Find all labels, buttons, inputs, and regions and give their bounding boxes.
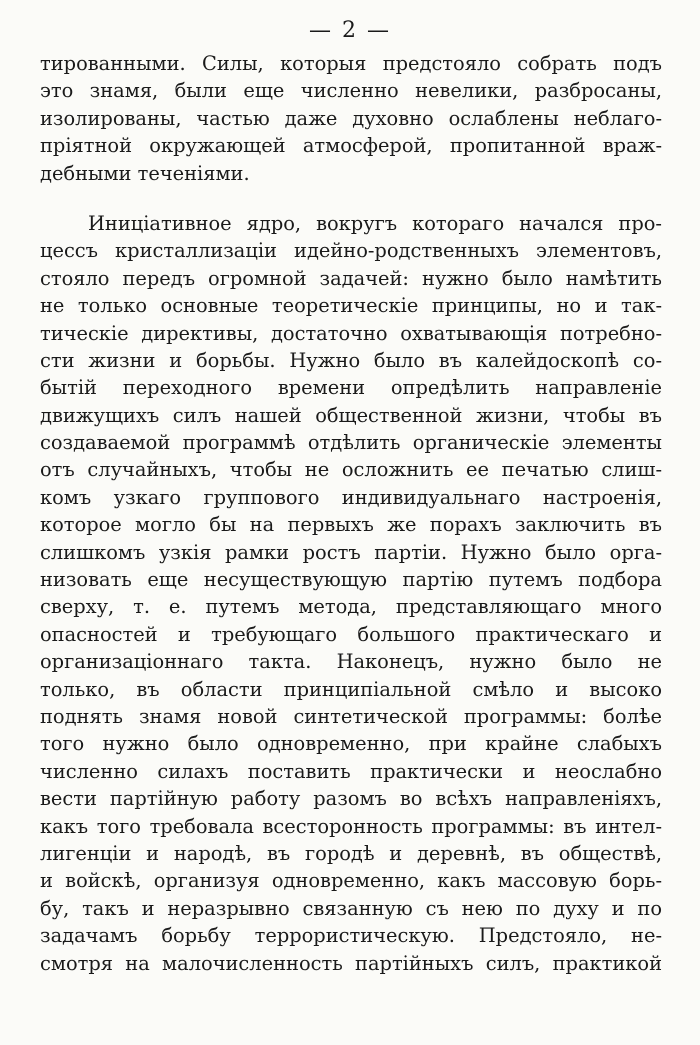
body-text	[40, 50, 662, 977]
text-line: низовать еще несуществующую партію путемъ подбора	[40, 568, 662, 592]
text-line: которое могло бы на первыхъ же порахъ заключить въ	[40, 513, 662, 537]
page-number: — 2 —	[309, 18, 391, 43]
text-line: организаціоннаго такта. Наконецъ, нужно было не	[40, 650, 662, 674]
text-line: стояло передъ огромной задачей: нужно было намѣтить	[40, 266, 662, 290]
text-line: какъ того требовала всесторонность программы: въ интел-	[40, 814, 662, 838]
text-line: лигенціи и народѣ, въ городѣ и деревнѣ, въ обществѣ,	[40, 841, 662, 865]
text-line: дебными теченіями.	[40, 161, 250, 185]
text-line: бу, такъ и неразрывно связанную съ нею по духу и по	[40, 896, 662, 920]
text-line: цессъ кристаллизаціи идейно-родственныхъ элементовъ,	[40, 239, 662, 263]
text-line: комъ узкаго группового индивидуальнаго настроенія,	[40, 485, 662, 509]
text-line: бытій переходного времени опредѣлить направленіе	[40, 376, 662, 400]
text-line: тированными. Силы, которыя предстояло собрать подъ	[40, 52, 662, 75]
text-line: смотря на малочисленность партійныхъ силъ, практикой	[40, 951, 662, 975]
text-line: вести партійную работу разомъ во всѣхъ направленіяхъ,	[40, 787, 662, 811]
text-line: слишкомъ узкія рамки ростъ партіи. Нужно было орга-	[40, 540, 662, 564]
paragraph-1	[40, 50, 662, 187]
text-line: того нужно было одновременно, при крайне слабыхъ	[40, 732, 662, 756]
text-line: опасностей и требующаго большого практическаго и	[40, 622, 662, 646]
text-line: только, въ области принципіальной смѣло и высоко	[40, 677, 662, 701]
text-line: Иниціативное ядро, вокругъ котораго начался про-	[88, 211, 662, 235]
paragraph-gap	[40, 187, 662, 210]
text-line: поднять знамя новой синтетической программы: болѣе	[40, 704, 662, 728]
paragraph-2	[40, 210, 662, 977]
text-line: движущихъ силъ нашей общественной жизни, чтобы въ	[40, 403, 662, 427]
text-line: это знамя, были еще численно невелики, разбросаны,	[40, 79, 662, 103]
text-line: создаваемой программѣ отдѣлить органическіе элементы	[40, 431, 662, 455]
text-line: численно силахъ поставить практически и неослабно	[40, 759, 662, 783]
text-line: пріятной окружающей атмосферой, пропитанной враж-	[40, 134, 662, 158]
text-line: и войскѣ, организуя одновременно, какъ массовую борь-	[40, 869, 662, 893]
text-line: сти жизни и борьбы. Нужно было въ калейдоскопѣ со-	[40, 348, 662, 372]
text-line: изолированы, частью даже духовно ослаблены неблаго-	[40, 106, 662, 130]
text-line: отъ случайныхъ, чтобы не осложнить ее печатью слиш-	[40, 458, 662, 482]
text-line: не только основные теоретическіе принципы, но и так-	[40, 294, 662, 318]
text-line: задачамъ борьбу террористическую. Предстояло, не-	[40, 924, 662, 948]
text-line: сверху, т. е. путемъ метода, представляющаго много	[40, 595, 662, 619]
text-line: тическіе директивы, достаточно охватывающія потребно-	[40, 321, 662, 345]
